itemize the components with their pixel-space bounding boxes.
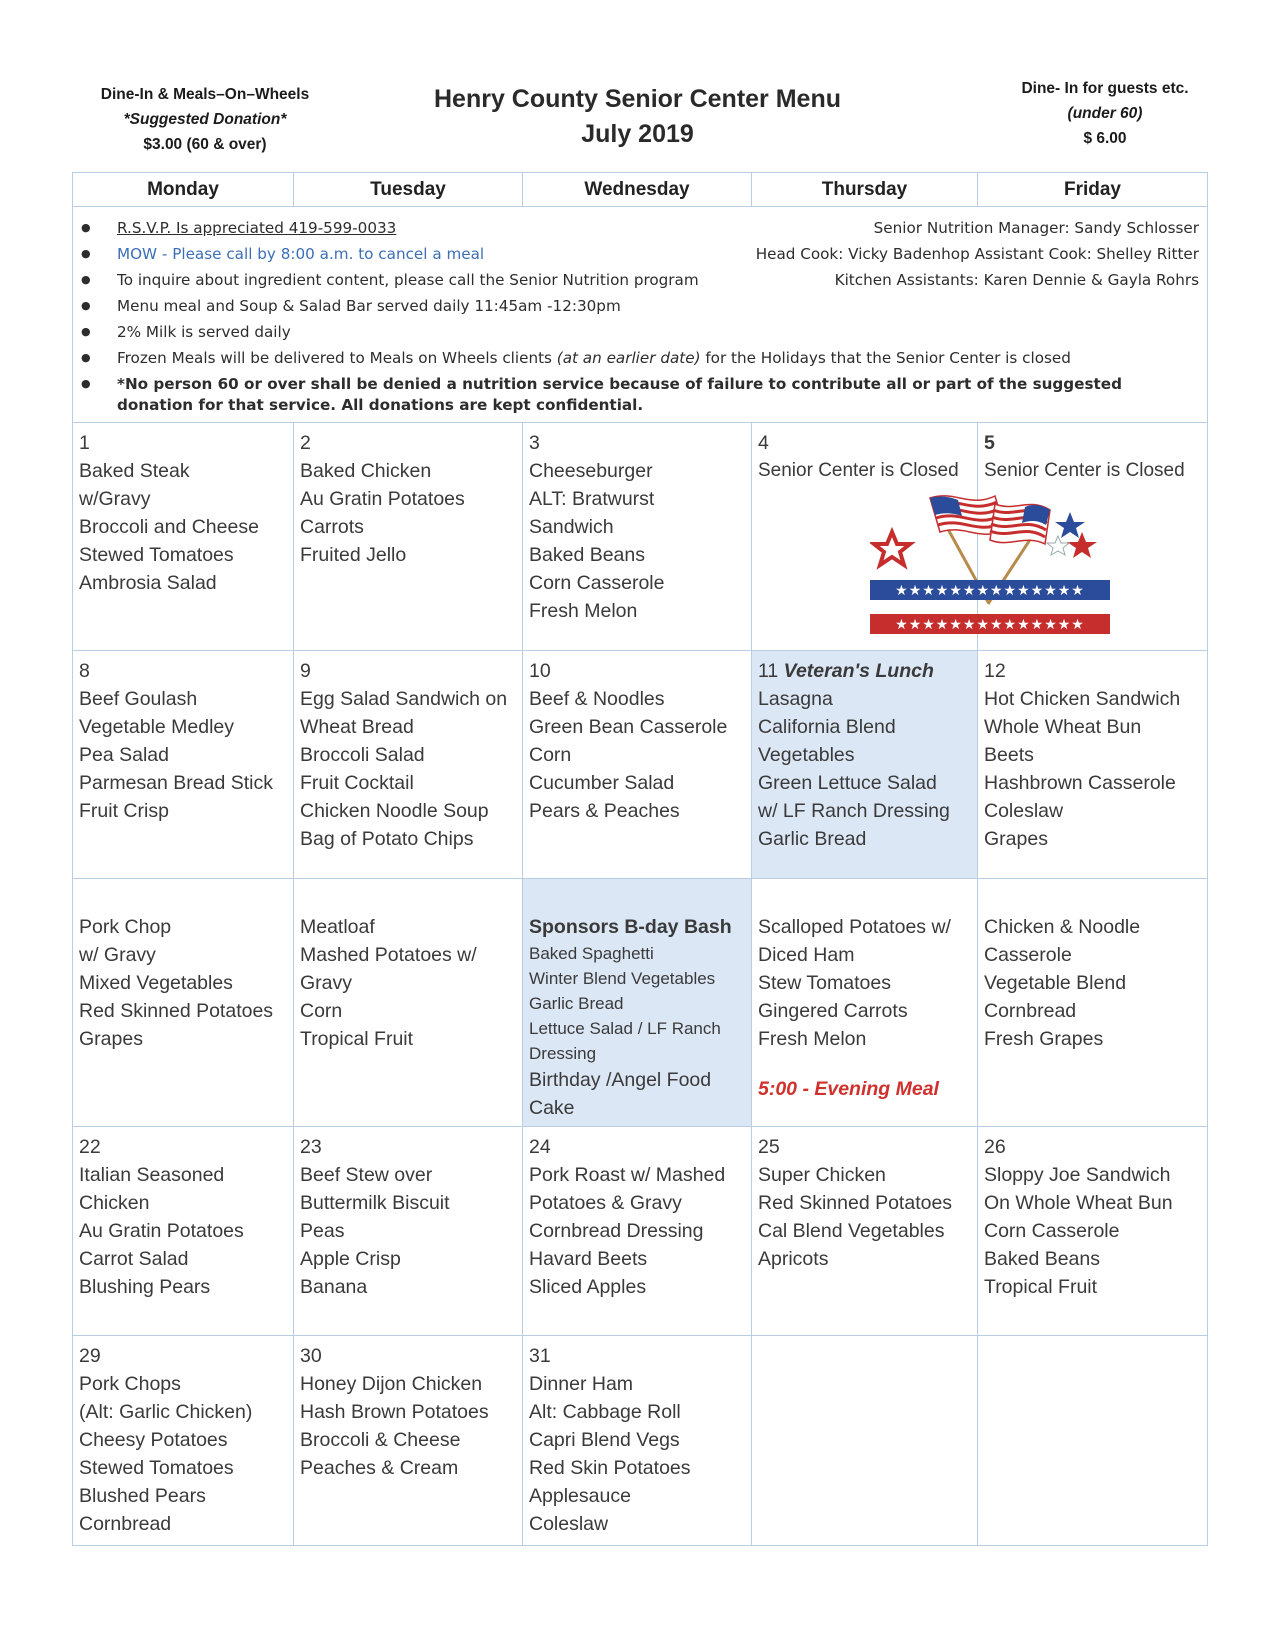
menu-item: Pork Chop [79, 916, 172, 938]
menu-item: Diced Ham [758, 944, 855, 966]
weekday-monday: Monday [73, 173, 294, 207]
menu-item: Vegetable Blend [984, 972, 1127, 994]
page-title-block [400, 82, 875, 152]
menu-item: Coleslaw [529, 1513, 609, 1535]
menu-item: (Alt: Garlic Chicken) [79, 1401, 253, 1423]
day-cell [294, 1127, 522, 1301]
day-cell [752, 879, 977, 1103]
menu-item: Coleslaw [984, 800, 1064, 822]
bullet-icon: ● [81, 273, 91, 286]
day-number: 29 [79, 1345, 101, 1367]
menu-item: Cal Blend Vegetables [758, 1220, 945, 1242]
day-number: 3 [529, 432, 540, 454]
donation-line-1: Dine-In & Meals–On–Wheels [100, 86, 310, 103]
menu-item: Apple Crisp [300, 1248, 401, 1270]
guest-line-2: (under 60) [1067, 105, 1143, 122]
day-cell [523, 1127, 751, 1301]
menu-item: Mashed Potatoes w/ [300, 944, 477, 966]
menu-item: Au Gratin Potatoes [79, 1220, 244, 1242]
weekday-wednesday: Wednesday [523, 173, 752, 207]
note-item [81, 215, 1199, 241]
menu-item: Hash Brown Potatoes [300, 1401, 489, 1423]
menu-item: Lasagna [758, 688, 833, 710]
menu-item: Chicken Noodle Soup [300, 800, 489, 822]
donation-info [60, 82, 350, 157]
note-item [81, 293, 1199, 319]
menu-item: Red Skin Potatoes [529, 1457, 691, 1479]
menu-item: Scalloped Potatoes w/ [758, 916, 951, 938]
star-icon [1067, 532, 1097, 558]
menu-item: Sandwich [529, 516, 614, 538]
weekday-thursday: Thursday [752, 173, 978, 207]
menu-item: Beef & Noodles [529, 688, 665, 710]
menu-item: Capri Blend Vegs [529, 1429, 680, 1451]
menu-item: Applesauce [529, 1485, 631, 1507]
menu-item: Parmesan Bread Stick [79, 772, 274, 794]
day-cell [978, 1127, 1207, 1301]
page-subtitle: July 2019 [581, 120, 694, 148]
menu-item: Ambrosia Salad [79, 572, 217, 594]
day-cell [73, 879, 293, 1053]
menu-item: Stewed Tomatoes [79, 1457, 234, 1479]
menu-item: Pork Roast w/ Mashed [529, 1164, 726, 1186]
day-cell [294, 1336, 522, 1482]
donation-line-3: $3.00 (60 & over) [143, 136, 267, 153]
menu-item: Pork Chops [79, 1373, 181, 1395]
menu-item: Cornbread [984, 1000, 1077, 1022]
mow-note: MOW - Please call by 8:00 a.m. to cancel a meal [117, 245, 485, 263]
bullet-icon: ● [81, 221, 91, 234]
kitchen-assistants: Kitchen Assistants: Karen Dennie & Gayla Rohrs [834, 271, 1199, 289]
bullet-icon: ● [81, 325, 91, 338]
day-cell [523, 1336, 751, 1538]
weekday-header-row [73, 173, 1208, 207]
menu-item: Meatloaf [300, 916, 375, 938]
menu-item: Garlic Bread [529, 994, 624, 1013]
empty-day-cell [752, 1336, 978, 1546]
menu-item: Fruit Crisp [79, 800, 169, 822]
menu-item: Mixed Vegetables [79, 972, 233, 994]
menu-item: Baked Chicken [300, 460, 432, 482]
menu-item: Sliced Apples [529, 1276, 647, 1298]
menu-item: w/Gravy [79, 488, 151, 510]
day-cell [978, 651, 1207, 853]
day-number: 1 [79, 432, 90, 454]
menu-item: Cucumber Salad [529, 772, 675, 794]
day-number: 26 [984, 1136, 1006, 1158]
menu-item: California Blend [758, 716, 896, 738]
menu-item: Corn Casserole [984, 1220, 1120, 1242]
day-cell [294, 879, 522, 1053]
menu-item: Chicken [79, 1192, 150, 1214]
menu-item: Alt: Cabbage Roll [529, 1401, 681, 1423]
menu-item: Sloppy Joe Sandwich [984, 1164, 1171, 1186]
notes-row [73, 207, 1208, 423]
week-row [73, 1127, 1208, 1336]
weekday-tuesday: Tuesday [294, 173, 523, 207]
day-cell [73, 423, 293, 597]
svg-text:★★★★★★★★★★★★★★: ★★★★★★★★★★★★★★ [895, 617, 1085, 633]
menu-item: Vegetable Medley [79, 716, 235, 738]
day-cell [294, 423, 522, 569]
menu-item: Cake [529, 1097, 575, 1119]
menu-item: Beef Stew over [300, 1164, 433, 1186]
menu-item: Honey Dijon Chicken [300, 1373, 483, 1395]
closed-notice: Senior Center is Closed [984, 460, 1185, 481]
day-cell [73, 651, 293, 825]
menu-item: Banana [300, 1276, 368, 1298]
weekday-friday: Friday [978, 173, 1208, 207]
menu-item: Stew Tomatoes [758, 972, 891, 994]
svg-text:★★★★★★★★★★★★★★: ★★★★★★★★★★★★★★ [895, 583, 1085, 599]
flags-decoration-icon [870, 492, 1110, 662]
day-number: 22 [79, 1136, 101, 1158]
menu-item: Tropical Fruit [300, 1028, 414, 1050]
birthday-bash-title: Sponsors B-day Bash [529, 916, 732, 938]
week-row [73, 1336, 1208, 1546]
menu-item: Blushed Pears [79, 1485, 206, 1507]
menu-item: Blushing Pears [79, 1276, 211, 1298]
menu-item: Baked Beans [529, 544, 646, 566]
note-item [81, 371, 1199, 416]
menu-item: Bag of Potato Chips [300, 828, 474, 850]
menu-item: w/ Gravy [79, 944, 156, 966]
day-cell [978, 423, 1207, 485]
menu-item: Winter Blend Vegetables [529, 969, 716, 988]
menu-item: Casserole [984, 944, 1072, 966]
menu-item: Hashbrown Casserole [984, 772, 1176, 794]
day-number: 2 [300, 432, 311, 454]
menu-item: Vegetables [758, 744, 855, 766]
menu-item: Wheat Bread [300, 716, 414, 738]
note-item [81, 345, 1199, 371]
week-row [73, 651, 1208, 879]
menu-item: Egg Salad Sandwich on [300, 688, 508, 710]
week-row [73, 879, 1208, 1127]
menu-item: Garlic Bread [758, 828, 867, 850]
day-cell [294, 651, 522, 853]
day-number: 24 [529, 1136, 551, 1158]
menu-item: Peaches & Cream [300, 1457, 459, 1479]
guest-line-1: Dine- In for guests etc. [1021, 80, 1189, 97]
milk-note: 2% Milk is served daily [117, 323, 291, 341]
menu-item: Fruited Jello [300, 544, 407, 566]
menu-item: Baked Steak [79, 460, 190, 482]
menu-item: Peas [300, 1220, 345, 1242]
menu-item: Broccoli & Cheese [300, 1429, 461, 1451]
menu-item: Potatoes & Gravy [529, 1192, 682, 1214]
day-cell [73, 1127, 293, 1301]
menu-item: w/ LF Ranch Dressing [758, 800, 950, 822]
menu-item: Birthday /Angel Food [529, 1069, 712, 1091]
note-item [81, 267, 1199, 293]
bullet-icon: ● [81, 377, 91, 390]
menu-item: Italian Seasoned [79, 1164, 225, 1186]
menu-item: Fresh Melon [758, 1028, 867, 1050]
menu-item: Broccoli and Cheese [79, 516, 259, 538]
menu-item: Pears & Peaches [529, 800, 680, 822]
notes-list [73, 207, 1207, 422]
menu-item: Hot Chicken Sandwich [984, 688, 1181, 710]
day-number: 11 Veteran's Lunch [758, 660, 934, 682]
note-item [81, 319, 1199, 345]
nutrition-manager: Senior Nutrition Manager: Sandy Schlosser [873, 219, 1199, 237]
bullet-icon: ● [81, 247, 91, 260]
donation-policy-note: *No person 60 or over shall be denied a nutrition service because of failure to contribute all or part of the suggested donation for that service. All donations are kept confidential. [117, 375, 1122, 414]
closed-notice: Senior Center is Closed [758, 460, 959, 481]
day-cell [752, 1127, 977, 1273]
evening-meal-note: 5:00 - Evening Meal [758, 1078, 939, 1100]
day-number: 9 [300, 660, 311, 682]
menu-item: Carrots [300, 516, 364, 538]
menu-item: Red Skinned Potatoes [758, 1192, 953, 1214]
day-number: 8 [79, 660, 90, 682]
menu-item: Buttermilk Biscuit [300, 1192, 450, 1214]
menu-calendar [72, 172, 1208, 1546]
menu-item: Pea Salad [79, 744, 169, 766]
menu-item: Lettuce Salad / LF Ranch [529, 1019, 721, 1038]
menu-item: Beets [984, 744, 1034, 766]
menu-item: Dinner Ham [529, 1373, 634, 1395]
rsvp-note: R.S.V.P. Is appreciated 419-599-0033 [117, 219, 397, 237]
menu-item: Whole Wheat Bun [984, 716, 1142, 738]
menu-item: Broccoli Salad [300, 744, 425, 766]
menu-item: Corn Casserole [529, 572, 665, 594]
note-item [81, 241, 1199, 267]
menu-item: Stewed Tomatoes [79, 544, 234, 566]
menu-item: Gingered Carrots [758, 1000, 908, 1022]
menu-item: Grapes [79, 1028, 143, 1050]
menu-item: Apricots [758, 1248, 829, 1270]
bullet-icon: ● [81, 351, 91, 364]
ingredient-note: To inquire about ingredient content, please call the Senior Nutrition program [117, 271, 699, 289]
menu-item: Chicken & Noodle [984, 916, 1141, 938]
day-cell-highlighted [752, 651, 977, 853]
page-title: Henry County Senior Center Menu [434, 85, 841, 113]
menu-item: Carrot Salad [79, 1248, 189, 1270]
guest-price-info [985, 76, 1225, 151]
menu-item: ALT: Bratwurst [529, 488, 655, 510]
menu-item: Fresh Grapes [984, 1028, 1104, 1050]
day-cell-highlighted [523, 879, 751, 1122]
star-icon [1055, 512, 1085, 538]
day-number: 23 [300, 1136, 322, 1158]
star-icon [1047, 536, 1069, 555]
menu-item: Baked Spaghetti [529, 944, 654, 963]
day-cell [978, 879, 1207, 1053]
veterans-lunch-label: Veteran's Lunch [783, 660, 934, 682]
day-number: 31 [529, 1345, 551, 1367]
day-number: 12 [984, 660, 1006, 682]
menu-item: Dressing [529, 1044, 597, 1063]
day-cell [752, 423, 977, 485]
menu-item: Red Skinned Potatoes [79, 1000, 274, 1022]
day-cell [523, 651, 751, 825]
menu-item: Corn [529, 744, 572, 766]
menu-item: Grapes [984, 828, 1048, 850]
bullet-icon: ● [81, 299, 91, 312]
empty-day-cell [978, 1336, 1208, 1546]
donation-line-2: *Suggested Donation* [123, 111, 287, 128]
guest-line-3: $ 6.00 [1083, 130, 1127, 147]
menu-item: Green Lettuce Salad [758, 772, 937, 794]
menu-item: Fruit Cocktail [300, 772, 414, 794]
frozen-meals-note: Frozen Meals will be delivered to Meals on Wheels clients (at an earlier date) for the Holidays that the Senior Center is closed [117, 349, 1071, 367]
day-cell [73, 1336, 293, 1538]
menu-item: Havard Beets [529, 1248, 648, 1270]
menu-item: Tropical Fruit [984, 1276, 1098, 1298]
menu-item: Cheesy Potatoes [79, 1429, 228, 1451]
menu-item: Cornbread [79, 1513, 172, 1535]
day-number: 4 [758, 432, 769, 454]
day-number: 10 [529, 660, 551, 682]
head-cook: Head Cook: Vicky Badenhop Assistant Cook: Shelley Ritter [755, 245, 1199, 263]
day-number: 30 [300, 1345, 322, 1367]
star-icon [874, 532, 910, 565]
menu-item: Corn [300, 1000, 343, 1022]
menu-item: Au Gratin Potatoes [300, 488, 465, 510]
day-number: 5 [984, 432, 995, 454]
menu-item: On Whole Wheat Bun [984, 1192, 1173, 1214]
menu-item: Fresh Melon [529, 600, 638, 622]
menu-item: Cheeseburger [529, 460, 653, 482]
serving-hours-note: Menu meal and Soup & Salad Bar served daily 11:45am -12:30pm [117, 297, 621, 315]
day-cell [523, 423, 751, 625]
menu-item: Beef Goulash [79, 688, 198, 710]
menu-item: Cornbread Dressing [529, 1220, 704, 1242]
menu-item: Green Bean Casserole [529, 716, 728, 738]
menu-item: Super Chicken [758, 1164, 886, 1186]
menu-item: Gravy [300, 972, 353, 994]
menu-item: Baked Beans [984, 1248, 1101, 1270]
day-number: 25 [758, 1136, 780, 1158]
